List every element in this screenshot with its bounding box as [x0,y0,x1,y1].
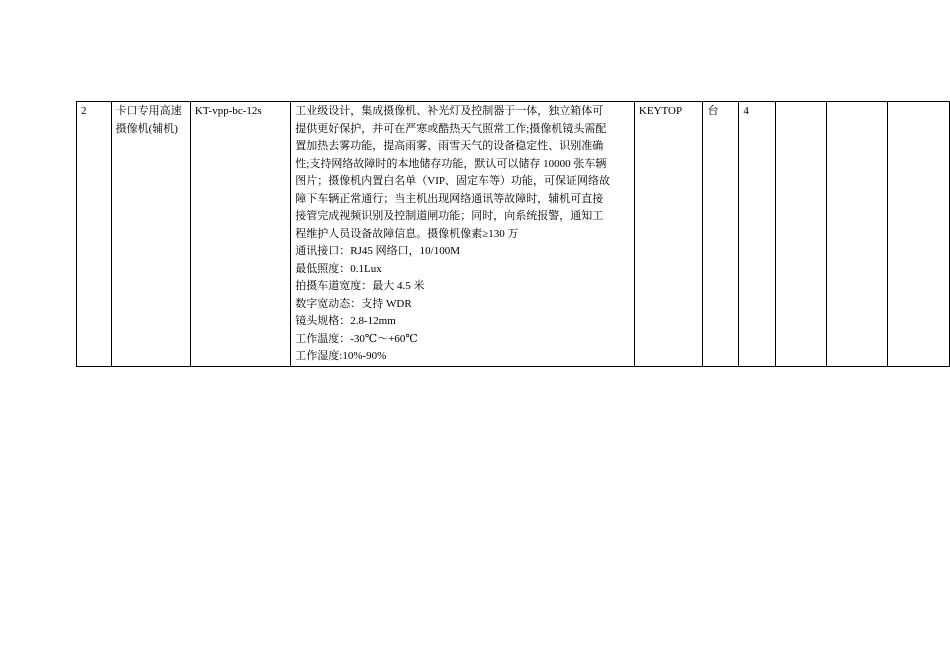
table-row [77,102,950,367]
product-name-cell: 卡口专用高速摄像机(辅机) [111,102,190,367]
description-line: 置加热去雾功能，提高雨雾、雨雪天气的设备稳定性、识别准确 [295,140,604,152]
description-line: 通讯接口：RJ45 网络口，10/100M [295,245,460,257]
empty-cell [827,102,888,367]
description-line: 最低照度：0.1Lux [295,262,382,275]
description-line: 程维护人员设备故障信息。摄像机像素≥130 万 [295,227,519,240]
model-cell: KT-vpp-bc-12s [190,102,290,367]
description-line: 接管完成视频识别及控制道闸功能；同时，向系统报警，通知工 [295,210,604,222]
description-line: 工作湿度:10%-90% [295,350,387,362]
description-line: 提供更好保护，并可在严寒或酷热天气照常工作;摄像机镜头需配 [295,122,607,135]
unit-cell: 台 [703,102,739,367]
description-line: 性;支持网络故障时的本地储存功能，默认可以储存 10000 张车辆 [295,157,607,170]
description-cell [291,102,635,367]
empty-cell [775,102,826,367]
description-line: 障下车辆正常通行；当主机出现网络通讯等故障时，辅机可直接 [295,192,604,205]
empty-cell [888,102,950,367]
description-line: 拍摄车道宽度：最大 4.5 米 [295,280,425,292]
quantity-cell: 4 [739,102,776,367]
description-line: 镜头规格：2.8-12mm [295,315,396,327]
description-line: 数字宽动态：支持 WDR [295,297,412,310]
row-index-cell: 2 [77,102,112,367]
description-line: 工作温度：-30℃～+60℃ [295,332,418,345]
brand-cell: KEYTOP [634,102,703,367]
description-line: 图片；摄像机内置白名单（VIP、固定车等）功能，可保证网络故 [295,175,610,187]
spec-table [76,101,950,367]
description-line: 工业级设计，集成摄像机、补光灯及控制器于一体，独立箱体可 [295,105,604,117]
